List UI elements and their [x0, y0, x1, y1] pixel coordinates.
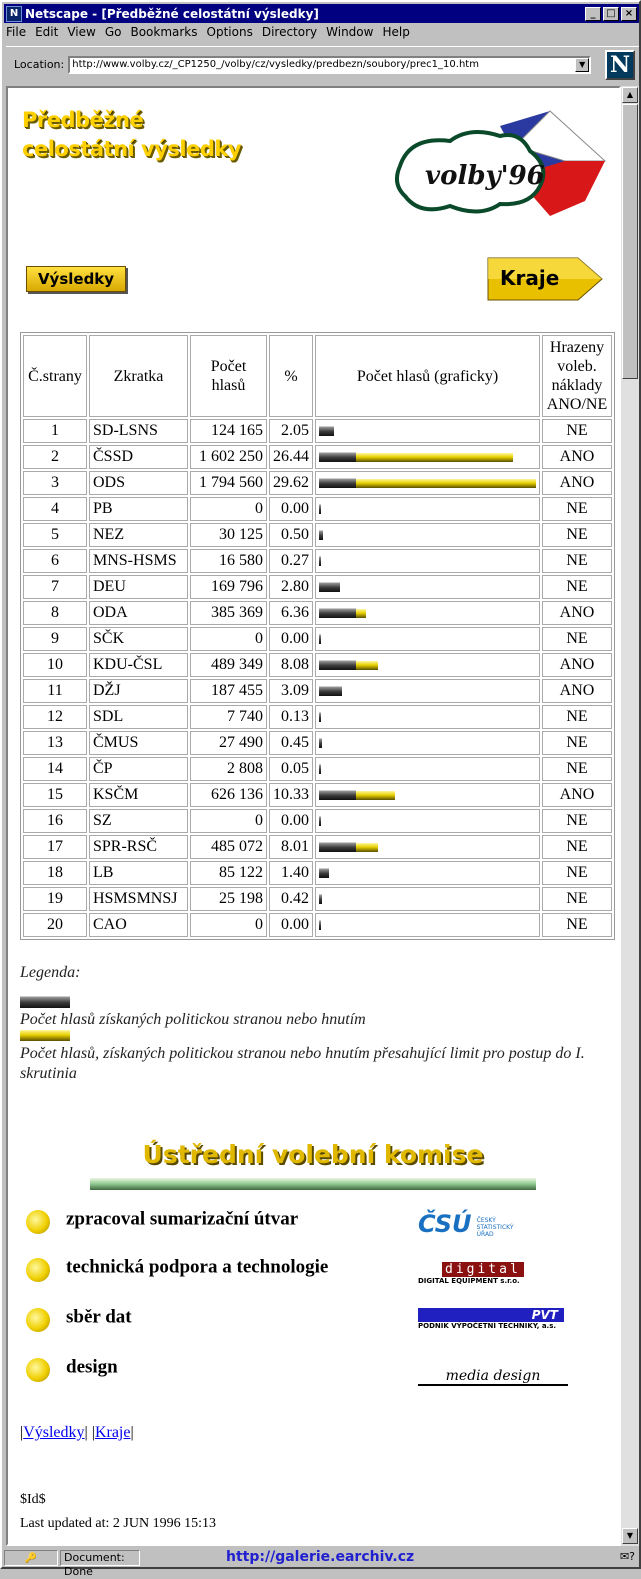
vote-bar-cell [315, 731, 540, 755]
vote-bar-cell [315, 809, 540, 833]
party-number: 19 [23, 887, 87, 911]
table-row [23, 471, 612, 495]
results-table [20, 332, 615, 940]
vote-bar-cell [315, 705, 540, 729]
credit-item [26, 1354, 118, 1382]
costs-reimbursed: NE [542, 835, 612, 859]
vote-bar-yellow [356, 790, 395, 800]
vote-bar-dark [319, 608, 356, 618]
vote-bar-cell [315, 835, 540, 859]
party-abbrev: PB [89, 497, 188, 521]
party-abbrev: SD-LSNS [89, 419, 188, 443]
costs-reimbursed: ANO [542, 445, 612, 469]
table-row [23, 601, 612, 625]
party-abbrev: SZ [89, 809, 188, 833]
vote-count: 1 794 560 [190, 471, 267, 495]
credit-text: sběr dat [66, 1306, 132, 1328]
credit-item [26, 1254, 328, 1282]
digital-logo-text: digital [442, 1262, 524, 1277]
table-row [23, 887, 612, 911]
vote-count: 0 [190, 627, 267, 651]
id-line: $Id$ [20, 1492, 46, 1507]
vote-bar-dark [319, 764, 321, 774]
table-row [23, 575, 612, 599]
footer-link-vysledky[interactable]: Výsledky [23, 1424, 85, 1441]
table-row [23, 497, 612, 521]
party-abbrev: LB [89, 861, 188, 885]
vote-count: 169 796 [190, 575, 267, 599]
vote-percent: 29.62 [269, 471, 313, 495]
party-abbrev: CAO [89, 913, 188, 937]
costs-reimbursed: NE [542, 887, 612, 911]
header-pocet: Počet hlasů [190, 335, 267, 417]
vote-bar-dark [319, 530, 323, 540]
vote-bar-dark [319, 920, 321, 930]
vote-percent: 0.05 [269, 757, 313, 781]
vote-bar-cell [315, 445, 540, 469]
vote-count: 0 [190, 913, 267, 937]
party-abbrev: NEZ [89, 523, 188, 547]
vote-percent: 0.45 [269, 731, 313, 755]
credit-logo[interactable] [418, 1308, 564, 1330]
vote-bar-cell [315, 757, 540, 781]
party-number: 13 [23, 731, 87, 755]
vote-bar-cell [315, 497, 540, 521]
costs-reimbursed: NE [542, 913, 612, 937]
party-number: 2 [23, 445, 87, 469]
commission-title: Ústřední volební komise [142, 1140, 484, 1169]
location-input[interactable] [68, 56, 591, 74]
pvt-logo-text: PVT [418, 1308, 564, 1322]
vote-bar-cell [315, 419, 540, 443]
vote-bar-dark [319, 738, 322, 748]
vote-bar-cell [315, 861, 540, 885]
vote-bar-dark [319, 894, 322, 904]
vote-bar-cell [315, 471, 540, 495]
party-number: 11 [23, 679, 87, 703]
close-button[interactable]: × [621, 7, 637, 21]
table-row [23, 653, 612, 677]
netscape-app-icon[interactable]: N [6, 6, 22, 22]
costs-reimbursed: ANO [542, 471, 612, 495]
table-row [23, 913, 612, 937]
table-row [23, 731, 612, 755]
logo-text: volby'96 [425, 161, 545, 191]
scroll-up-button[interactable]: ▲ [622, 87, 638, 103]
location-label: Location: [14, 58, 65, 71]
location-dropdown-button[interactable]: ▼ [575, 58, 589, 72]
party-abbrev: ODA [89, 601, 188, 625]
table-row [23, 549, 612, 573]
vote-bar-yellow [356, 608, 366, 618]
vote-bar-dark [319, 816, 321, 826]
party-number: 1 [23, 419, 87, 443]
table-row [23, 705, 612, 729]
vote-bar-dark [319, 556, 321, 566]
last-updated: Last updated at: 2 JUN 1996 15:13 [20, 1516, 216, 1531]
maximize-button[interactable]: □ [603, 7, 619, 21]
header-hrazeny: Hrazeny voleb. náklady ANO/NE [542, 335, 612, 417]
party-number: 8 [23, 601, 87, 625]
table-row [23, 445, 612, 469]
party-number: 16 [23, 809, 87, 833]
media-design-logo-text: media design [418, 1358, 568, 1386]
legend-dark-swatch [20, 996, 70, 1008]
vote-percent: 0.00 [269, 497, 313, 521]
vote-percent: 0.00 [269, 913, 313, 937]
vote-bar-dark [319, 790, 356, 800]
table-row [23, 627, 612, 651]
vote-bar-dark [319, 426, 334, 436]
scroll-down-button[interactable]: ▼ [622, 1528, 638, 1544]
vote-bar-dark [319, 504, 321, 514]
costs-reimbursed: ANO [542, 601, 612, 625]
legend [20, 964, 590, 1084]
party-abbrev: DŽJ [89, 679, 188, 703]
scroll-thumb[interactable] [622, 104, 638, 379]
costs-reimbursed: NE [542, 627, 612, 651]
kraje-button-label: Kraje [500, 266, 560, 290]
vote-count: 187 455 [190, 679, 267, 703]
party-abbrev: MNS-HSMS [89, 549, 188, 573]
party-number: 9 [23, 627, 87, 651]
vote-count: 124 165 [190, 419, 267, 443]
party-abbrev: DEU [89, 575, 188, 599]
watermark-url: http://galerie.earchiv.cz [226, 1549, 415, 1565]
credit-text: design [66, 1356, 118, 1378]
vote-count: 0 [190, 809, 267, 833]
bullet-icon [26, 1358, 50, 1382]
vote-bar-yellow [356, 660, 378, 670]
vote-percent: 0.00 [269, 809, 313, 833]
vote-count: 25 198 [190, 887, 267, 911]
party-abbrev: SČK [89, 627, 188, 651]
bullet-icon [26, 1308, 50, 1332]
costs-reimbursed: ANO [542, 679, 612, 703]
minimize-button[interactable]: _ [585, 7, 601, 21]
bullet-icon [26, 1210, 50, 1234]
vote-count: 1 602 250 [190, 445, 267, 469]
party-abbrev: ČMUS [89, 731, 188, 755]
party-number: 6 [23, 549, 87, 573]
menu-item-window[interactable]: Window [326, 25, 374, 39]
vote-percent: 0.50 [269, 523, 313, 547]
table-row [23, 861, 612, 885]
vote-bar-cell [315, 523, 540, 547]
mail-icon[interactable]: ✉? [619, 1550, 635, 1563]
vote-bar-dark [319, 634, 321, 644]
vote-percent: 0.27 [269, 549, 313, 573]
vote-percent: 26.44 [269, 445, 313, 469]
party-number: 12 [23, 705, 87, 729]
vote-bar-cell [315, 783, 540, 807]
party-number: 18 [23, 861, 87, 885]
party-abbrev: HSMSMNSJ [89, 887, 188, 911]
vote-count: 27 490 [190, 731, 267, 755]
page-title [22, 106, 241, 164]
vote-count: 85 122 [190, 861, 267, 885]
header-pct: % [269, 335, 313, 417]
party-number: 5 [23, 523, 87, 547]
costs-reimbursed: NE [542, 705, 612, 729]
vote-bar-dark [319, 842, 356, 852]
menu-item-edit[interactable]: Edit [35, 25, 59, 39]
location-toolbar [6, 46, 639, 82]
footer-link-kraje[interactable]: Kraje [94, 1424, 131, 1441]
window-title: Netscape - [Předběžné celostátní výsledky] [25, 6, 319, 21]
credit-logo[interactable] [418, 1210, 517, 1238]
status-text: Document: Done [60, 1550, 140, 1566]
legend-yellow-swatch [20, 1029, 70, 1041]
vote-bar-dark [319, 478, 356, 488]
credit-text: zpracoval sumarizační útvar [66, 1208, 299, 1230]
party-abbrev: ČP [89, 757, 188, 781]
vote-bar-cell [315, 575, 540, 599]
csu-logo-text: ČSÚ [418, 1210, 472, 1238]
credit-item [26, 1206, 298, 1234]
party-abbrev: SDL [89, 705, 188, 729]
volby-logo [390, 106, 610, 224]
table-row [23, 783, 612, 807]
page-title-line1: Předběžné [22, 108, 144, 132]
vote-count: 2 808 [190, 757, 267, 781]
vote-bar-dark [319, 452, 356, 462]
costs-reimbursed: NE [542, 575, 612, 599]
vote-count: 0 [190, 497, 267, 521]
vote-percent: 2.05 [269, 419, 313, 443]
menu-item-file[interactable]: File [6, 25, 27, 39]
menu-item-help[interactable]: Help [382, 25, 410, 39]
party-number: 20 [23, 913, 87, 937]
kraje-button[interactable] [486, 254, 604, 304]
costs-reimbursed: NE [542, 861, 612, 885]
credit-logo[interactable] [418, 1258, 524, 1285]
vote-percent: 8.01 [269, 835, 313, 859]
table-row [23, 809, 612, 833]
security-key-icon[interactable]: 🔑 [4, 1550, 58, 1566]
vote-bar-cell [315, 549, 540, 573]
vote-count: 385 369 [190, 601, 267, 625]
vote-percent: 2.80 [269, 575, 313, 599]
party-number: 14 [23, 757, 87, 781]
vote-bar-yellow [356, 842, 378, 852]
vote-bar-cell [315, 887, 540, 911]
costs-reimbursed: NE [542, 809, 612, 833]
party-number: 4 [23, 497, 87, 521]
legend-title: Legenda: [20, 964, 81, 981]
costs-reimbursed: NE [542, 731, 612, 755]
header-zkratka: Zkratka [89, 335, 188, 417]
vote-percent: 6.36 [269, 601, 313, 625]
header-graf: Počet hlasů (graficky) [315, 335, 540, 417]
vote-bar-cell [315, 627, 540, 651]
menu-item-bookmarks[interactable]: Bookmarks [130, 25, 198, 39]
party-abbrev: ČSSD [89, 445, 188, 469]
credit-logo[interactable] [418, 1358, 568, 1386]
vote-bar-cell [315, 679, 540, 703]
costs-reimbursed: ANO [542, 653, 612, 677]
vote-bar-dark [319, 686, 342, 696]
vote-bar-yellow [356, 452, 513, 462]
credit-item [26, 1304, 132, 1332]
party-number: 15 [23, 783, 87, 807]
commission-rule [90, 1178, 536, 1190]
vote-bar-dark [319, 868, 329, 878]
vote-percent: 3.09 [269, 679, 313, 703]
location-url: http://www.volby.cz/_CP1250_/volby/cz/vysledky/predbezn/soubory/prec1_10.htm [72, 58, 479, 70]
party-abbrev: KDU-ČSL [89, 653, 188, 677]
vote-percent: 0.13 [269, 705, 313, 729]
party-abbrev: KSČM [89, 783, 188, 807]
menu-bar [6, 25, 419, 43]
vote-bar-cell [315, 913, 540, 937]
vote-percent: 0.00 [269, 627, 313, 651]
credit-text: technická podpora a technologie [66, 1256, 329, 1278]
digital-logo-sub: DIGITAL EQUIPMENT s.r.o. [418, 1277, 520, 1285]
costs-reimbursed: NE [542, 757, 612, 781]
legend-yellow-text: Počet hlasů, získaných politickou stranou nebo hnutím přesahující limit pro postup do I. skrutinia [20, 1045, 585, 1082]
legend-dark-text: Počet hlasů získaných politickou stranou nebo hnutím [20, 1011, 366, 1028]
table-row [23, 523, 612, 547]
csu-logo-sub: ČESKÝ STATISTICKÝ ÚŘAD [476, 1217, 514, 1238]
party-number: 3 [23, 471, 87, 495]
menu-item-options[interactable]: Options [206, 25, 253, 39]
vote-bar-dark [319, 712, 321, 722]
party-number: 10 [23, 653, 87, 677]
vote-count: 16 580 [190, 549, 267, 573]
vote-count: 7 740 [190, 705, 267, 729]
table-row [23, 757, 612, 781]
title-bar [4, 4, 639, 23]
vote-count: 485 072 [190, 835, 267, 859]
party-number: 7 [23, 575, 87, 599]
costs-reimbursed: NE [542, 497, 612, 521]
party-abbrev: ODS [89, 471, 188, 495]
party-abbrev: SPR-RSČ [89, 835, 188, 859]
menu-item-directory[interactable]: Directory [261, 25, 318, 39]
costs-reimbursed: NE [542, 523, 612, 547]
menu-item-view[interactable]: View [67, 25, 96, 39]
vote-count: 489 349 [190, 653, 267, 677]
vote-bar-dark [319, 582, 340, 592]
vysledky-button[interactable]: Výsledky [26, 266, 126, 292]
footer-links: |Výsledky| |Kraje| [20, 1424, 134, 1441]
vote-count: 626 136 [190, 783, 267, 807]
bullet-icon [26, 1258, 50, 1282]
costs-reimbursed: ANO [542, 783, 612, 807]
costs-reimbursed: NE [542, 419, 612, 443]
vertical-scrollbar[interactable] [621, 86, 639, 1546]
table-row [23, 419, 612, 443]
table-row [23, 679, 612, 703]
party-number: 17 [23, 835, 87, 859]
vote-percent: 8.08 [269, 653, 313, 677]
costs-reimbursed: NE [542, 549, 612, 573]
vote-percent: 1.40 [269, 861, 313, 885]
status-bar [4, 1548, 639, 1578]
vote-percent: 10.33 [269, 783, 313, 807]
pvt-logo-sub: PODNIK VÝPOČETNÍ TECHNIKY, a.s. [418, 1322, 557, 1330]
vote-bar-dark [319, 660, 356, 670]
vote-bar-cell [315, 601, 540, 625]
vote-bar-yellow [356, 478, 536, 488]
table-row [23, 835, 612, 859]
vote-bar-cell [315, 653, 540, 677]
page-content [6, 86, 621, 1546]
menu-item-go[interactable]: Go [104, 25, 122, 39]
header-no: Č.strany [23, 335, 87, 417]
vote-percent: 0.42 [269, 887, 313, 911]
table-header-row [23, 335, 612, 417]
netscape-logo-icon[interactable]: N [605, 50, 635, 80]
vote-count: 30 125 [190, 523, 267, 547]
page-title-line2: celostátní výsledky [22, 137, 242, 161]
